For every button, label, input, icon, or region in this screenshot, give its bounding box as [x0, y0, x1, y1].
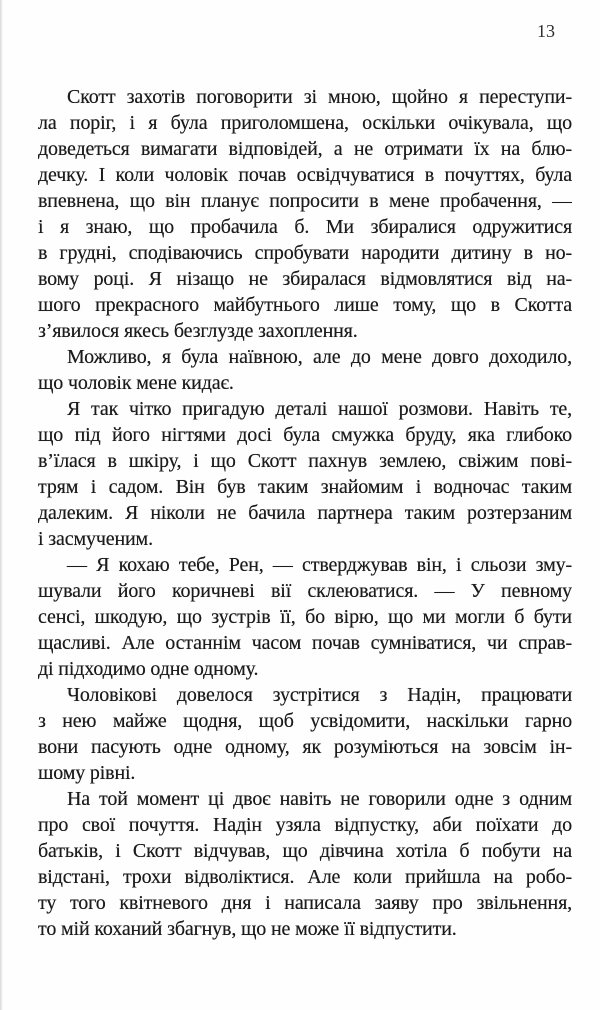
text-line: щасливі. Але останнім часом почав сумніватися, чи справ-: [38, 632, 572, 654]
paragraph: [38, 84, 572, 344]
text-line: вони пасують одне одному, як розуміються на зовсім ін-: [38, 736, 572, 758]
text-line: в’їлася в шкіру, і що Скотт пахнув землею, свіжим пові-: [38, 450, 572, 472]
text-line: трям і садом. Він був таким знайомим і водночас таким: [38, 476, 572, 498]
scan-left-edge: [0, 0, 3, 1010]
text-line: батьків, і Скотт відчував, що дівчина хотіла б побути на: [38, 840, 572, 862]
paragraph: [38, 552, 572, 682]
text-line: і я знаю, що пробачила б. Ми збиралися одружитися: [38, 216, 572, 238]
text-line: що під його нігтями досі була смужка бруду, яка глибоко: [38, 424, 572, 446]
text-line: дечку. І коли чоловік почав освідчуватися в почуттях, була: [38, 164, 572, 186]
text-line: з’явилося якесь безглузде захоплення.: [38, 320, 358, 342]
text-line: з нею майже щодня, щоб усвідомити, наскільки гарно: [38, 710, 572, 732]
text-line: Можливо, я була наївною, але до мене довго доходило,: [67, 346, 572, 368]
text-line: Чоловікові довелося зустрітися з Надін, працювати: [67, 684, 572, 706]
text-line: доведеться вимагати відповідей, а не отримати їх на блю-: [38, 138, 572, 160]
text-line: про свої почуття. Надін узяла відпустку, аби поїхати до: [38, 814, 572, 836]
paragraph: [38, 344, 572, 396]
text-line: ді підходимо одне одному.: [38, 658, 259, 680]
text-line: шували його коричневі вії склеюватися. — У певному: [38, 580, 572, 602]
text-line: в грудні, сподіваючись спробувати народити дитину в но-: [38, 242, 572, 264]
text-line: ту того квітневого дня і написала заяву про звільнення,: [38, 892, 572, 914]
page-number: 13: [537, 21, 555, 41]
text-line: На той момент ці двоє навіть не говорили одне з одним: [67, 788, 572, 810]
text-line: — Я кохаю тебе, Рен, — стверджував він, і сльози зму-: [67, 554, 572, 576]
body-text: [38, 84, 572, 942]
text-line: шого прекрасного майбутнього лише тому, що в Скотта: [38, 294, 572, 316]
text-line: далеким. Я ніколи не бачила партнера таким розтерзаним: [38, 502, 572, 524]
paragraph: [38, 396, 572, 552]
paragraph: [38, 682, 572, 786]
paragraph: [38, 786, 572, 942]
text-line: і засмученим.: [38, 528, 153, 550]
text-line: сенсі, шкодую, що зустрів її, бо вірю, що ми могли б бути: [38, 606, 572, 628]
text-line: впевнена, що він планує попросити в мене пробачення, —: [38, 190, 572, 212]
text-line: шому рівні.: [38, 762, 136, 784]
text-line: що чоловік мене кидає.: [38, 372, 234, 394]
text-line: Скотт захотів поговорити зі мною, щойно я переступи-: [67, 86, 572, 108]
text-line: ла поріг, і я була приголомшена, оскільки очікувала, що: [38, 112, 572, 134]
text-line: вому році. Я нізащо не збиралася відмовлятися від на-: [38, 268, 572, 290]
text-line: Я так чітко пригадую деталі нашої розмови. Навіть те,: [67, 398, 572, 420]
text-line: то мій коханий збагнув, що не може її відпустити.: [38, 918, 457, 940]
text-line: відстані, трохи відволіктися. Але коли прийшла на робо-: [38, 866, 572, 888]
